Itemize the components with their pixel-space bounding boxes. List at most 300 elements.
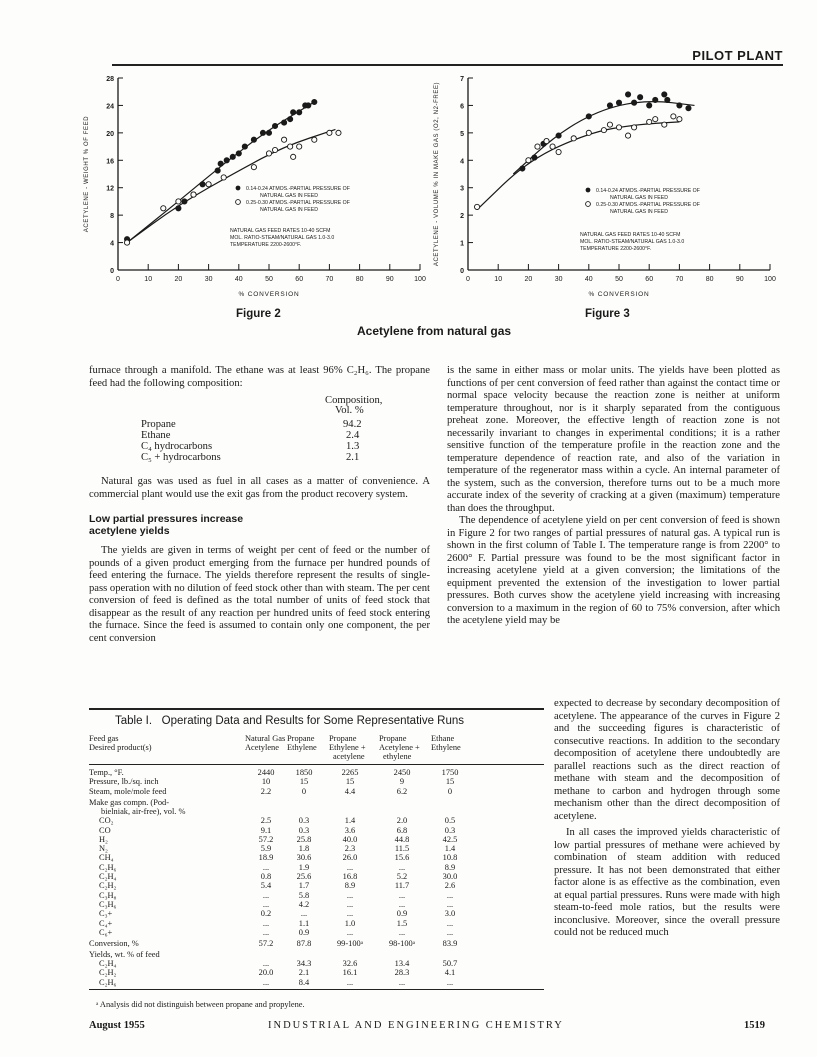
table1-column-desired: Acetylene + xyxy=(379,743,420,752)
paragraph: The yields are given in terms of weight per cent of feed or the number of pounds of a given product emerging from the furnace per hundred pounds of feed entering the furnace. The yields therefore represent the results of single-pass operation with no dilution of feed stock other than with steam. The per cent conversion of feed is defined as the total number of units of feed stock that disappear as the result of any reaction per hundred units of feed stock entering the furnace. Since the feed is assumed to contain only one component, the per cent conversion xyxy=(89,545,430,644)
x-tick-label: 10 xyxy=(494,276,503,283)
x-tick-label: 100 xyxy=(764,276,776,283)
y-tick-label: 4 xyxy=(110,240,114,248)
table1-row-label: C₃H₆ xyxy=(99,899,117,909)
data-point-filled xyxy=(251,137,256,142)
table1-cell: ... xyxy=(300,909,308,919)
table1-cell: 1.9 xyxy=(298,862,310,872)
table1-row-label: H₂ xyxy=(99,834,108,844)
data-point-open xyxy=(288,144,293,149)
table1-cell: ... xyxy=(446,927,454,937)
table1-cell: ... xyxy=(398,977,406,987)
table1-cell: ... xyxy=(262,927,270,937)
legend-marker-filled xyxy=(586,188,591,193)
paragraph: is the same in either mass or molar units. The yields have been plotted as functions of per cent conversion of feed rather than against the contact time or normal space velocity because the reaction zone is neither at uniform temperature throughout, nor is it sharply separated from the contiguous preheat zone. Moreover, the effective length of reaction zone is not necessarily invariant to changes in experimental conditions; it is a rather sensitive function of the temperature profile in the reaction zone and the temperature dependence of reaction rate, and also of the variation in temperature of the regenerator mass within a cycle. An internal parameter of the system, such as the conversion, therefore turns out to be a much more accurate index of the severity of cracking at a given (maximum) temperature than does the throughput. xyxy=(447,365,780,514)
table1-cell: 57.2 xyxy=(258,938,274,948)
x-tick-label: 80 xyxy=(705,276,714,283)
data-point-open xyxy=(191,192,196,197)
table1-cell: 0.9 xyxy=(298,927,310,937)
table1-cell: ... xyxy=(398,899,406,909)
y-tick-label: 1 xyxy=(460,240,464,248)
table1-cell: 2265 xyxy=(341,768,359,777)
data-point-open xyxy=(327,130,332,135)
data-point-open xyxy=(291,154,296,159)
table1-cell: 0.9 xyxy=(396,909,408,919)
data-point-open xyxy=(312,137,317,142)
table1-cell: 11.5 xyxy=(394,844,410,854)
data-point-filled xyxy=(312,99,317,104)
data-point-open xyxy=(662,122,667,127)
comp-value: 1.3 xyxy=(346,441,360,452)
x-tick-label: 60 xyxy=(295,276,304,283)
paragraph: Natural gas was used as fuel in all cases as a matter of convenience. A commercial plant would use the exit gas from the product recovery system. xyxy=(89,476,430,500)
table1-row-label: C₂H₆ xyxy=(99,862,117,872)
x-tick-label: 30 xyxy=(204,276,213,283)
data-point-open xyxy=(251,165,256,170)
table1-cell: 34.3 xyxy=(296,959,312,969)
table1-cell: 30.6 xyxy=(296,853,312,863)
table1-cell: ... xyxy=(398,862,406,872)
data-point-filled xyxy=(272,123,277,128)
legend-text: 0.14-0.24 ATMOS.-PARTIAL PRESSURE OF xyxy=(596,188,700,194)
legend-text: 0.14-0.24 ATMOS.-PARTIAL PRESSURE OF xyxy=(246,186,350,192)
data-point-filled xyxy=(215,168,220,173)
data-point-open xyxy=(474,204,479,209)
data-point-open xyxy=(571,136,576,141)
y-tick-label: 6 xyxy=(460,103,464,111)
data-point-filled xyxy=(230,154,235,159)
table1-bottom-rule xyxy=(89,989,544,990)
data-point-filled xyxy=(224,158,229,163)
table1-row-label: bielniak, air-free), vol. % xyxy=(101,806,186,816)
table1-column-feed: Ethane xyxy=(431,734,455,743)
y-axis-label: ACETYLENE - VOLUME % IN MAKE GAS (O2, N2-FREE) xyxy=(434,81,440,267)
paragraph: expected to decrease by secondary decomposition of acetylene. The appearance of the curves in Figure 2 and the succeeding figures is characteristic of consecutive reactions. In addition to the secondary decomposition of acetylene there undoubtedly are parallel reactions such as the direct reaction of methane with steam and the decomposition of methane to carbon and hydrogen through some mechanism other than the direct decomposition of acetylene. xyxy=(554,698,780,822)
legend-text: NATURAL GAS IN FEED xyxy=(260,193,318,199)
table1-row-label: C₂H₂ xyxy=(99,881,117,891)
legend-text: NATURAL GAS IN FEED xyxy=(610,209,668,215)
paragraph: furnace through a manifold. The ethane was at least 96% C₂H₆. The propane feed had the following composition: xyxy=(89,365,430,389)
data-point-filled xyxy=(200,182,205,187)
data-point-filled xyxy=(288,117,293,122)
table1-column-desired: ethylene xyxy=(383,752,412,761)
y-tick-label: 0 xyxy=(110,268,114,275)
table1-row-label: C₄+ xyxy=(99,918,113,928)
y-tick-label: 12 xyxy=(106,185,114,193)
data-point-open xyxy=(616,125,621,130)
table1-cell: 10.8 xyxy=(442,853,458,863)
data-point-filled xyxy=(677,103,682,108)
x-tick-label: 80 xyxy=(355,276,364,283)
table1-cell: 15 xyxy=(299,777,309,787)
legend-marker-open xyxy=(586,202,591,207)
table1-cell: 32.6 xyxy=(342,959,358,969)
table1-cell: 98-100ᵃ xyxy=(388,938,416,948)
comp-header-1: Composition, xyxy=(325,395,383,406)
legend-text: NATURAL GAS IN FEED xyxy=(260,207,318,213)
table1-column-desired: Ethylene + xyxy=(329,743,366,752)
table1-cell: 6.8 xyxy=(396,825,408,835)
data-point-open xyxy=(206,182,211,187)
table1-cell: 4.4 xyxy=(344,786,356,796)
y-tick-label: 20 xyxy=(106,130,114,138)
table1-row-label: C₂H₄ xyxy=(99,872,117,881)
table1-cell: ... xyxy=(262,899,270,909)
x-tick-label: 40 xyxy=(584,276,593,283)
table1-cell: ... xyxy=(346,977,354,987)
data-point-open xyxy=(282,137,287,142)
table1-row-label: CO₂ xyxy=(99,816,114,826)
y-tick-label: 7 xyxy=(460,76,464,83)
table1-row-label: Steam, mole/mole feed xyxy=(89,786,167,796)
data-point-filled xyxy=(653,97,658,102)
table1-cell: 2.3 xyxy=(344,844,356,854)
table1 xyxy=(89,734,544,1004)
table1-row-label: Desired product(s) xyxy=(89,743,152,752)
comp-value: 2.4 xyxy=(346,430,360,441)
table1-row-label: N₂ xyxy=(99,844,108,854)
data-point-open xyxy=(221,175,226,180)
table1-row-label: C₃H₈ xyxy=(99,890,117,900)
table1-cell: 83.9 xyxy=(442,938,458,948)
table1-cell: ... xyxy=(446,899,454,909)
table1-cell: 5.8 xyxy=(298,890,310,900)
table1-column-feed: Propane xyxy=(379,734,407,743)
table1-footnote: ᵃ Analysis did not distinguish between propane and propylene. xyxy=(96,1000,305,1009)
table1-cell: ... xyxy=(398,890,406,900)
data-point-open xyxy=(124,240,129,245)
table1-cell: 11.7 xyxy=(394,881,410,891)
table1-cell: 0.3 xyxy=(298,816,310,826)
table1-cell: 2.2 xyxy=(260,786,272,796)
data-point-filled xyxy=(282,120,287,125)
chart-note: MOL. RATIO-STEAM/NATURAL GAS 1.0-3.0 xyxy=(580,239,685,245)
x-tick-label: 0 xyxy=(116,276,120,283)
table1-cell: ... xyxy=(262,862,270,872)
data-point-filled xyxy=(260,130,265,135)
y-tick-label: 28 xyxy=(106,76,114,83)
table1-cell: 25.8 xyxy=(296,834,312,844)
data-point-open xyxy=(297,144,302,149)
chart-note: NATURAL GAS FEED RATES 10-40 SCFM xyxy=(580,232,681,238)
table1-cell: ... xyxy=(262,918,270,928)
x-tick-label: 40 xyxy=(234,276,243,283)
table1-cell: 1.0 xyxy=(344,918,356,928)
x-tick-label: 50 xyxy=(265,276,273,283)
table1-cell: 5.2 xyxy=(396,872,408,881)
data-point-open xyxy=(176,199,181,204)
table1-row-label: Yields, wt. % of feed xyxy=(89,949,160,959)
data-point-open xyxy=(625,133,630,138)
section-heading-line1: Low partial pressures increase xyxy=(89,513,244,525)
table1-row-label: CO xyxy=(99,825,111,835)
table1-cell: 2.1 xyxy=(298,968,310,978)
y-tick-label: 4 xyxy=(460,158,464,166)
data-point-open xyxy=(266,151,271,156)
table1-cell: ... xyxy=(346,890,354,900)
data-point-open xyxy=(607,122,612,127)
table1-row-label: C₂H₄ xyxy=(99,959,117,969)
data-point-filled xyxy=(306,103,311,108)
data-point-open xyxy=(544,138,549,143)
table1-cell: 2450 xyxy=(393,768,411,777)
table1-cell: ... xyxy=(262,977,270,987)
data-point-open xyxy=(586,130,591,135)
table1-cell: 16.8 xyxy=(342,872,358,881)
data-point-filled xyxy=(632,100,637,105)
figure-2-chart xyxy=(78,70,438,305)
table1-cell: 1.5 xyxy=(396,918,408,928)
legend-text: 0.25-0.30 ATMOS.-PARTIAL PRESSURE OF xyxy=(596,202,700,208)
legend-text: NATURAL GAS IN FEED xyxy=(610,195,668,201)
table1-cell: ... xyxy=(446,890,454,900)
table1-cell: 8.9 xyxy=(444,862,456,872)
comp-value: 94.2 xyxy=(343,419,362,430)
table1-column-desired: Ethylene xyxy=(431,743,461,752)
data-point-filled xyxy=(607,103,612,108)
table1-cell: 3.6 xyxy=(344,825,356,835)
data-point-filled xyxy=(266,130,271,135)
data-point-filled xyxy=(218,161,223,166)
data-point-open xyxy=(647,119,652,124)
table1-cell: 4.1 xyxy=(444,968,456,978)
table1-cell: 1.4 xyxy=(444,844,456,854)
data-point-filled xyxy=(556,133,561,138)
table1-cell: ... xyxy=(262,890,270,900)
table1-cell: 5.4 xyxy=(260,881,272,891)
data-point-open xyxy=(653,117,658,122)
x-tick-label: 60 xyxy=(645,276,654,283)
figure-3-caption: Figure 3 xyxy=(585,308,630,320)
table1-cell: 2.0 xyxy=(396,816,408,826)
table1-cell: 13.4 xyxy=(394,959,410,969)
x-tick-label: 70 xyxy=(675,276,684,283)
footer-journal: INDUSTRIAL AND ENGINEERING CHEMISTRY xyxy=(268,1020,564,1031)
x-tick-label: 20 xyxy=(174,276,183,283)
table1-column-desired: Ethylene xyxy=(287,743,317,752)
data-point-filled xyxy=(647,103,652,108)
table1-cell: 9.1 xyxy=(260,825,272,835)
comp-name: C₄ hydrocarbons xyxy=(141,441,213,452)
y-axis-label: ACETYLENE - WEIGHT % OF FEED xyxy=(84,115,90,233)
table1-cell: 0.3 xyxy=(444,825,456,835)
table1-cell: 1.1 xyxy=(298,918,310,928)
table1-cell: ... xyxy=(346,899,354,909)
data-point-filled xyxy=(686,106,691,111)
chart-note: TEMPERATURE 2200-2600°F. xyxy=(230,242,302,248)
left-column xyxy=(89,365,430,645)
footer-date: August 1955 xyxy=(89,1020,145,1031)
right-column-top xyxy=(447,365,780,628)
table1-cell: 10 xyxy=(261,777,271,787)
legend-text: 0.25-0.30 ATMOS.-PARTIAL PRESSURE OF xyxy=(246,200,350,206)
table1-cell: 50.7 xyxy=(442,959,458,969)
table1-cell: 87.8 xyxy=(296,938,312,948)
table1-cell: 99-100ᵃ xyxy=(336,938,364,948)
data-point-open xyxy=(526,158,531,163)
x-tick-label: 10 xyxy=(144,276,153,283)
x-tick-label: 20 xyxy=(524,276,533,283)
running-head: PILOT PLANT xyxy=(692,48,783,63)
table1-cell: 15 xyxy=(445,777,455,787)
table1-cell: 1.4 xyxy=(344,816,356,826)
table1-cell: 6.2 xyxy=(396,786,408,796)
x-tick-label: 90 xyxy=(385,276,394,283)
footer-page: 1519 xyxy=(744,1020,765,1031)
table1-cell: 26.0 xyxy=(342,853,358,863)
table1-cell: ... xyxy=(346,862,354,872)
section-heading xyxy=(89,513,430,537)
table1-cell: ... xyxy=(346,927,354,937)
table1-cell: ... xyxy=(262,959,270,969)
table1-cell: 0 xyxy=(447,786,453,796)
table1-column-feed: Natural Gas xyxy=(245,734,286,743)
table1-cell: 1.8 xyxy=(298,844,310,854)
y-tick-label: 16 xyxy=(106,158,114,166)
header-rule xyxy=(112,64,783,66)
data-point-filled xyxy=(242,144,247,149)
x-tick-label: 0 xyxy=(466,276,470,283)
table1-cell: 0.2 xyxy=(260,909,272,919)
table1-cell: 44.8 xyxy=(394,834,410,844)
comp-name: C₅ + hydrocarbons xyxy=(141,452,221,463)
table1-cell: 42.5 xyxy=(442,834,458,844)
table1-header-rule xyxy=(89,764,544,765)
table1-cell: 20.0 xyxy=(258,968,274,978)
table1-cell: 3.0 xyxy=(444,909,456,919)
table1-column-desired: Acetylene xyxy=(245,743,279,752)
table1-cell: 1.7 xyxy=(298,881,310,891)
table1-column-feed: Propane xyxy=(287,734,315,743)
table1-row-label: C₆+ xyxy=(99,927,113,937)
table1-cell: 1750 xyxy=(441,768,459,777)
table1-row-label: Feed gas xyxy=(89,734,119,743)
data-point-open xyxy=(632,125,637,130)
table1-cell: 9 xyxy=(399,777,405,787)
table1-cell: 2.6 xyxy=(444,881,456,891)
comp-name: Propane xyxy=(141,419,176,430)
data-point-filled xyxy=(586,114,591,119)
table1-row-label: C₂H₆ xyxy=(99,977,117,987)
table1-row-label: Make gas compn. (Pod- xyxy=(89,797,170,807)
table1-cell: 5.9 xyxy=(260,844,272,854)
data-point-filled xyxy=(638,95,643,100)
comp-header-2: Vol. % xyxy=(335,405,364,416)
data-point-open xyxy=(272,147,277,152)
table1-cell: 30.0 xyxy=(442,872,458,881)
y-tick-label: 24 xyxy=(106,103,114,111)
data-point-filled xyxy=(236,151,241,156)
data-point-open xyxy=(677,117,682,122)
figure-3-chart xyxy=(428,70,788,305)
data-point-filled xyxy=(625,92,630,97)
series-curve xyxy=(513,102,694,174)
data-point-filled xyxy=(291,110,296,115)
legend-marker-open xyxy=(236,200,241,205)
chart-note: TEMPERATURE 2200-2600°F. xyxy=(580,246,652,252)
table1-cell: 0.5 xyxy=(444,816,456,826)
data-point-open xyxy=(601,128,606,133)
table1-row-label: Temp., °F. xyxy=(89,768,124,777)
data-point-filled xyxy=(297,110,302,115)
table1-column-desired: acetylene xyxy=(333,752,365,761)
figures-title: Acetylene from natural gas xyxy=(357,324,512,338)
table1-column-feed: Propane xyxy=(329,734,357,743)
section-heading-line2: acetylene yields xyxy=(89,525,170,537)
data-point-filled xyxy=(662,92,667,97)
table1-cell: 2.5 xyxy=(260,816,272,826)
table1-row-label: CH₄ xyxy=(99,853,114,863)
table1-cell: 15.6 xyxy=(394,853,410,863)
x-tick-label: 70 xyxy=(325,276,334,283)
data-point-open xyxy=(336,130,341,135)
table1-cell: 8.9 xyxy=(344,881,356,891)
table1-cell: 0 xyxy=(301,786,307,796)
data-point-filled xyxy=(665,97,670,102)
data-point-open xyxy=(535,144,540,149)
y-tick-label: 5 xyxy=(460,130,464,138)
chart-note: MOL. RATIO-STEAM/NATURAL GAS 1.0-3.0 xyxy=(230,235,335,241)
paragraph: The dependence of acetylene yield on per cent conversion of feed is shown in Figure 2 for two ranges of partial pressures of natural gas. A typical run is shown in the first column of Table I. The temperature range is from 2200° to 2600° F. Partial pressure was found to be the most significant factor in increasing acetylene yield at a given conversion; the limitations of the equipment prevented the extension of the investigation to lower partial pressures. Both curves show the acetylene yield increasing with increasing conversion to a maximum in the region of 60 to 75% conversion, after which the acetylene yield may be xyxy=(447,515,780,626)
table1-top-rule xyxy=(89,708,544,710)
table1-cell: ... xyxy=(346,909,354,919)
table1-cell: 0.3 xyxy=(298,825,310,835)
table1-cell: 15 xyxy=(345,777,355,787)
comp-name: Ethane xyxy=(141,430,171,441)
y-tick-label: 8 xyxy=(110,213,114,221)
table1-cell: 8.4 xyxy=(298,977,310,987)
table1-title: Table I. Operating Data and Results for Some Representative Runs xyxy=(115,715,465,727)
data-point-open xyxy=(550,144,555,149)
data-point-open xyxy=(161,206,166,211)
comp-value: 2.1 xyxy=(346,452,360,463)
y-tick-label: 2 xyxy=(460,213,464,221)
figure-2-caption: Figure 2 xyxy=(236,308,281,320)
table1-row-label: C₂H₂ xyxy=(99,968,117,978)
right-column-bottom xyxy=(554,698,780,940)
table1-cell: 4.2 xyxy=(298,899,310,909)
x-tick-label: 100 xyxy=(414,276,426,283)
table1-cell: 57.2 xyxy=(258,834,274,844)
data-point-filled xyxy=(616,100,621,105)
x-tick-label: 50 xyxy=(615,276,623,283)
y-tick-label: 3 xyxy=(460,185,464,193)
x-tick-label: 90 xyxy=(735,276,744,283)
chart-note: NATURAL GAS FEED RATES 10-40 SCFM xyxy=(230,228,331,234)
legend-marker-filled xyxy=(236,186,241,191)
y-tick-label: 0 xyxy=(460,268,464,275)
table1-row-label: Conversion, % xyxy=(89,938,139,948)
paragraph: In all cases the improved yields characteristic of low partial pressures of methane were achieved by combination of steam addition with reduced pressure. It has not been demonstrated that either factor alone is as effective as the combination, even at equal partial pressures. Runs were made with high steam-to-feed mole ratios, but the results were inconclusive. Moreover, since the overall pressure could not be reduced much xyxy=(554,827,780,938)
table1-row-label: Pressure, lb./sq. inch xyxy=(89,777,159,787)
x-axis-label: % CONVERSION xyxy=(588,291,650,298)
table1-cell: 16.1 xyxy=(342,968,358,978)
composition-table xyxy=(89,390,430,476)
table1-cell: ... xyxy=(398,927,406,937)
table1-cell: 1850 xyxy=(295,768,313,777)
table1-cell: 25.6 xyxy=(296,872,312,881)
table1-cell: 40.0 xyxy=(342,834,358,844)
table1-row-label: C₃+ xyxy=(99,909,113,919)
table1-cell: 18.9 xyxy=(258,853,274,863)
data-point-open xyxy=(671,114,676,119)
table1-cell: 0.8 xyxy=(260,872,272,881)
x-axis-label: % CONVERSION xyxy=(238,291,300,298)
table1-cell: 2440 xyxy=(257,768,275,777)
x-tick-label: 30 xyxy=(554,276,563,283)
table1-cell: 28.3 xyxy=(394,968,410,978)
data-point-open xyxy=(556,149,561,154)
